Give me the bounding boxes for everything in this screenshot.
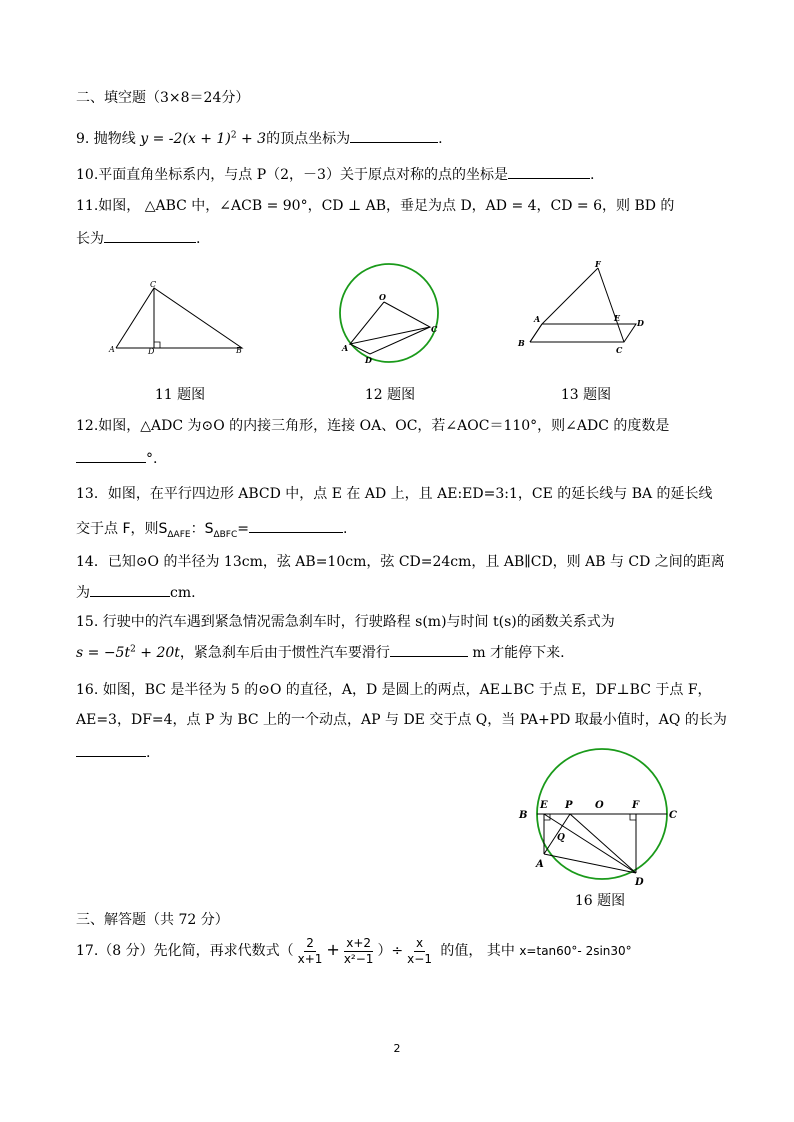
label-a: A [536, 859, 544, 870]
caption-fig16: 16 题图 [574, 893, 626, 909]
figure-16 [510, 742, 686, 888]
answer-blank [508, 164, 590, 179]
caption-fig12: 12 题图 [364, 387, 416, 403]
question-11-line1: 11.如图， △ABC 中，∠ACB = 90°，CD ⊥ AB，垂足为点 D，AD = 4，CD = 6，则 BD 的 [76, 198, 675, 214]
label-f: F [595, 259, 601, 269]
label-c: C [616, 345, 623, 355]
answer-blank [390, 642, 468, 657]
answer-blank [350, 128, 438, 143]
question-16-line3: . [76, 742, 150, 763]
question-11-line2: 长为 . [76, 228, 200, 249]
label-c: C [669, 810, 677, 821]
fraction-1: $\frac{2}{x+1}$ [297, 935, 323, 966]
fraction-3: $\frac{x}{x-1}$ [407, 935, 432, 966]
question-9: 9. 抛物线 $y = -2(x + 1)^2 + 3$的顶点坐标为 . [76, 128, 443, 149]
caption-fig11: 11 题图 [154, 387, 206, 403]
question-14-line2: 为 cm. [76, 582, 196, 603]
answer-blank [76, 448, 146, 463]
answer-blank [90, 582, 170, 597]
figure-12 [334, 262, 444, 366]
figure-11 [108, 280, 256, 356]
question-15-line1: 15. 行驶中的汽车遇到紧急情况需急刹车时，行驶路程 s(m)与时间 t(s)的函数关系式为 [76, 614, 615, 630]
label-e: E [614, 313, 621, 323]
label-p: P [565, 800, 573, 811]
page-number: 2 [393, 1042, 401, 1055]
question-16-line1: 16. 如图，BC 是半径为 5 的⊙O 的直径，A，D 是圆上的两点，AE⊥BC 于点 E，DF⊥BC 于点 F， [76, 682, 712, 698]
q9-formula: y = -2(x + 1) [140, 131, 231, 147]
label-d: D [365, 355, 372, 365]
question-17: 17.（8 分）先化简，再求代数式（ $\frac{2}{x+1}$ + $\frac{x+2}{\text{x²−1}}$ ）÷ $\frac{x}{x-1}$ 的值， 其中 x=tan60°- 2sin30° [76, 935, 632, 966]
question-10: 10.平面直角坐标系内，与点 P（2，－3）关于原点对称的点的坐标是 . [76, 164, 594, 185]
label-q: Q [557, 833, 565, 843]
label-a: A [342, 343, 349, 353]
question-16-line2: AE=3，DF=4，点 P 为 BC 上的一个动点，AP 与 DE 交于点 Q，当 PA+PD 取最小值时，AQ 的长为 [76, 712, 727, 728]
label-o: O [595, 800, 604, 811]
label-a: A [109, 345, 115, 354]
label-d: D [635, 877, 644, 888]
label-d: D [148, 347, 155, 356]
question-15-line2: $s = -5t^2 + 20t$，紧急刹车后由于惯性汽车要滑行 m 才能停下来. [76, 642, 565, 663]
figure-13 [512, 258, 646, 358]
question-12-line1: 12.如图，△ADC 为⊙O 的内接三角形，连接 OA、OC，若∠AOC＝110°，则∠ADC 的度数是 [76, 418, 670, 434]
label-b: B [236, 346, 242, 355]
label-f: F [632, 800, 640, 811]
caption-fig13: 13 题图 [560, 387, 612, 403]
label-b: B [519, 810, 528, 821]
label-o: O [379, 292, 386, 302]
label-a: A [534, 314, 541, 324]
label-c: C [150, 280, 157, 289]
answer-blank [76, 742, 146, 757]
question-13-line1: 13．如图，在平行四边形 ABCD 中，点 E 在 AD 上，且 AE:ED=3:1，CE 的延长线与 BA 的延长线 [76, 486, 713, 502]
label-e: E [540, 800, 548, 811]
fraction-2: $\frac{x+2}{\text{x²−1}}$ [343, 935, 374, 966]
label-d: D [637, 318, 644, 328]
question-13-line2: 交于点 F，则$S_{\Delta AFE}$：$S_{\Delta BFC}=$ . [76, 518, 347, 539]
question-14-line1: 14．已知⊙O 的半径为 13cm，弦 AB=10cm，弦 CD=24cm，且 AB∥CD，则 AB 与 CD 之间的距离 [76, 554, 725, 570]
answer-blank [104, 228, 196, 243]
question-12-line2: °. [76, 448, 157, 469]
answer-blank [249, 518, 343, 533]
label-c: C [431, 324, 438, 334]
label-b: B [518, 338, 525, 348]
section-title: 三、解答题（共 72 分） [76, 912, 229, 928]
section-title: 二、填空题（3×8＝24分） [76, 90, 250, 106]
